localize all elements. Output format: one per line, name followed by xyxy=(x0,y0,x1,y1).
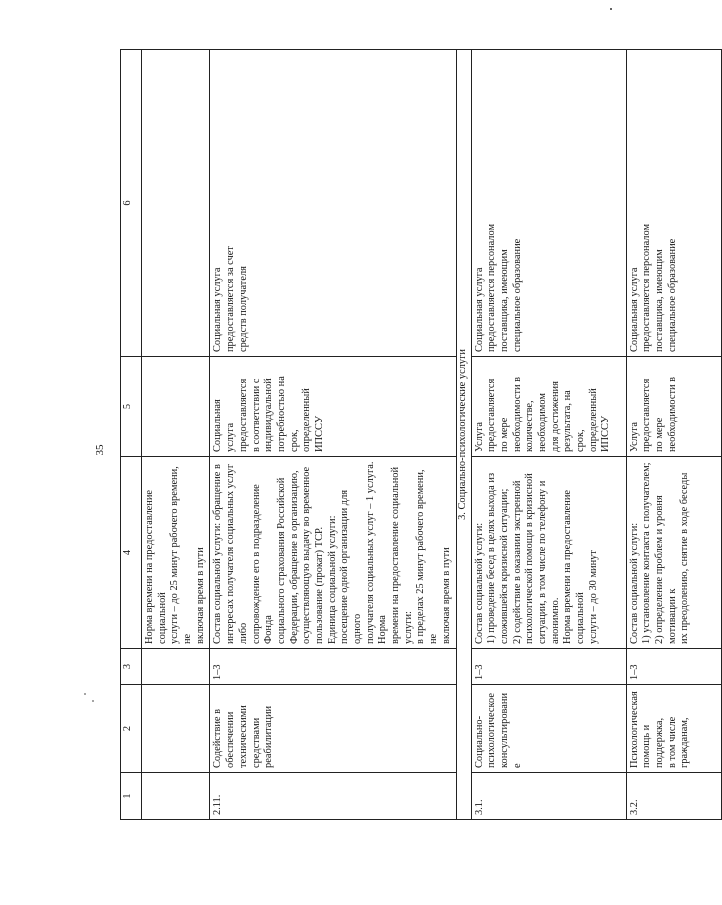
service-notes xyxy=(626,50,721,357)
header-cell: 3 xyxy=(121,649,142,685)
text-line: Состав социальной услуги: xyxy=(473,522,485,644)
text-line: по мере xyxy=(653,417,665,452)
text-line: посещение одной организации для одного xyxy=(339,489,363,644)
empty-cell xyxy=(142,357,210,457)
row-number: 3.1. xyxy=(471,773,626,820)
text-line: специальное образование xyxy=(666,238,678,352)
empty-cell xyxy=(142,50,210,357)
text-line: предоставляется персоналом xyxy=(641,223,653,352)
service-period: 1–3 xyxy=(210,649,456,685)
text-line: услуги – до 30 минут xyxy=(587,550,599,644)
text-line: интересах получателя социальных услуг либо xyxy=(225,463,249,644)
text-line: в том числе xyxy=(666,716,678,768)
section-row xyxy=(456,50,471,820)
row-number: 2.11. xyxy=(210,773,456,820)
continuation-row xyxy=(142,50,210,820)
text-line: определенный xyxy=(301,388,313,452)
text-line: индивидуальной xyxy=(263,378,275,452)
text-line: сопровождение его в подразделение Фонда xyxy=(250,484,275,644)
text-line: ситуации, в том числе по телефону и анонимно. xyxy=(536,480,561,644)
service-content xyxy=(626,457,721,649)
page-number: 35 xyxy=(94,444,106,456)
text-line: социального страхования Российской xyxy=(275,477,287,644)
text-line: ИПССУ xyxy=(600,415,612,452)
text-line: времени на предоставление социальной услуги: xyxy=(390,466,414,644)
text-line: психологической помощи в кризисной xyxy=(524,473,536,644)
text-line: психологическое xyxy=(486,693,498,768)
text-line: осуществляющую выдачу во временное xyxy=(301,466,313,644)
text-line: 2) содействие в оказании экстренной xyxy=(511,480,523,644)
text-line: средствами xyxy=(250,717,262,768)
text-line: Состав социальной услуги: xyxy=(628,522,640,644)
text-line: определенный xyxy=(587,388,599,452)
text-line: помощь и поддержка, xyxy=(641,717,665,768)
text-line: гражданам, xyxy=(679,717,691,768)
continuation-content-cell xyxy=(142,457,210,649)
text-line: получателя социальных услуг – 1 услуга. Норма xyxy=(364,461,389,644)
text-line: реабилитации xyxy=(263,705,275,768)
service-content xyxy=(210,457,456,649)
text-line: предоставляется xyxy=(486,378,498,452)
text-line: поставщика, имеющим xyxy=(498,249,510,352)
text-line: поставщика, имеющим xyxy=(653,249,665,352)
service-conditions xyxy=(471,357,626,457)
text-line: 1) установление контакта с получателем; xyxy=(641,462,653,644)
text-line: в пределах 25 минут рабочего времени, не xyxy=(415,469,440,644)
header-cell: 1 xyxy=(121,773,142,820)
empty-cell xyxy=(142,773,210,820)
text-line: Услуга xyxy=(473,422,485,452)
service-name xyxy=(210,685,456,773)
service-notes xyxy=(210,50,456,357)
service-name xyxy=(626,685,721,773)
text-line: результата, на xyxy=(562,390,574,452)
scan-mark xyxy=(610,8,612,10)
text-line: пользование (прокат) ТСР. xyxy=(313,526,325,644)
rotated-table-sheet xyxy=(120,50,691,820)
text-line: для достижения xyxy=(549,381,561,452)
text-line: потребностью на xyxy=(275,376,287,452)
text-line: в соответствии с xyxy=(250,378,262,452)
text-line: сложившейся кризисной ситуации; xyxy=(498,488,510,644)
text-line: их преодолению, снятие в ходе беседы xyxy=(679,472,691,644)
header-cell: 6 xyxy=(121,50,142,357)
text-line: средств получателя xyxy=(237,266,249,352)
empty-cell xyxy=(142,649,210,685)
text-line: 1) проведение бесед в целях выхода из xyxy=(486,472,498,644)
table-row xyxy=(471,50,626,820)
services-table xyxy=(120,49,722,820)
text-line: Норма времени на предоставление социальной xyxy=(562,489,586,644)
header-cell: 2 xyxy=(121,685,142,773)
text-line: необходимости в xyxy=(511,376,523,452)
service-period: 1–3 xyxy=(626,649,721,685)
text-line: Норма времени на предоставление социальной xyxy=(144,489,168,644)
text-line: Социальная услуга xyxy=(628,267,640,352)
text-line: ИПССУ xyxy=(313,415,325,452)
text-line: Социальная xyxy=(212,399,224,452)
service-period: 1–3 xyxy=(471,649,626,685)
text-line: необходимом xyxy=(536,393,548,452)
text-line: Содействие в xyxy=(212,708,224,768)
text-line: необходимости в xyxy=(666,376,678,452)
text-line: предоставляется xyxy=(237,378,249,452)
service-name xyxy=(471,685,626,773)
text-line: Социальная услуга xyxy=(473,267,485,352)
scan-dot xyxy=(84,693,86,695)
text-line: срок, xyxy=(575,429,586,452)
text-line: Услуга xyxy=(628,422,640,452)
text-line: включая время в пути xyxy=(440,547,452,644)
text-line: обеспечении xyxy=(225,711,237,768)
text-line: 2) определение проблем и уровня мотивации к xyxy=(653,495,678,644)
text-line: услуги – до 25 минут рабочего времени, не xyxy=(169,466,194,644)
text-line: Состав социальной услуги: обращение в xyxy=(212,464,224,644)
text-line: Федерации, обращение в организацию, xyxy=(288,470,300,644)
section-title: 3. Социально-психологические услуги xyxy=(456,50,471,820)
text-line: услуга xyxy=(225,422,237,452)
scan-dot xyxy=(92,700,94,702)
header-cell: 4 xyxy=(121,457,142,649)
text-line: техническими xyxy=(237,705,249,768)
text-line: специальное образование xyxy=(511,238,523,352)
table-row xyxy=(210,50,456,820)
row-number: 3.2. xyxy=(626,773,721,820)
service-conditions xyxy=(210,357,456,457)
text-line: Социальная услуга xyxy=(212,267,224,352)
empty-cell xyxy=(142,685,210,773)
service-notes xyxy=(471,50,626,357)
text-line: срок, xyxy=(288,429,300,452)
text-line: по мере xyxy=(498,417,510,452)
text-line: включая время в пути xyxy=(194,547,206,644)
header-cell: 5 xyxy=(121,357,142,457)
header-row xyxy=(121,50,142,820)
service-conditions xyxy=(626,357,721,457)
text-line: количестве, xyxy=(524,400,536,452)
text-line: предоставляется за счет xyxy=(225,246,237,352)
service-content xyxy=(471,457,626,649)
text-line: консультирование xyxy=(498,692,523,768)
text-line: предоставляется xyxy=(641,378,653,452)
text-line: Единица социальной услуги: xyxy=(326,515,338,644)
text-line: предоставляется персоналом xyxy=(486,223,498,352)
text-line: Социально- xyxy=(473,715,485,768)
table-row xyxy=(626,50,721,820)
text-line: Психологическая xyxy=(628,691,640,768)
